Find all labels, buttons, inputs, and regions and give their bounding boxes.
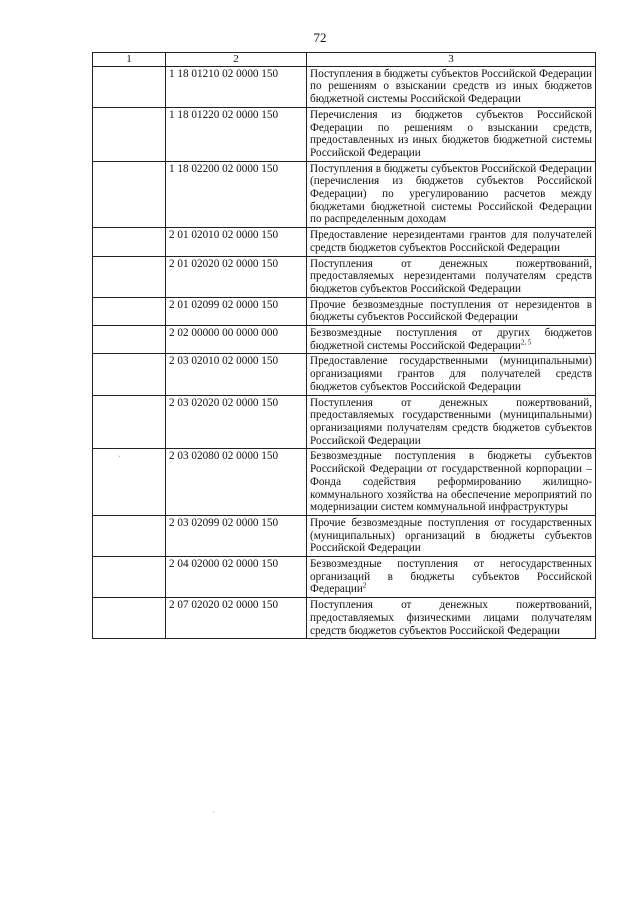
budget-code-cell: 2 03 02010 02 0000 150 (166, 354, 307, 395)
description-text: Поступления в бюджеты субъектов Российской Федерации (перечисления из бюджетов субъектов Российской Федерации) по урегулированию расчетов между бюджетами бюджетной системы Российской Федерации по распределенным доходам (310, 162, 592, 226)
row-number-cell (93, 256, 166, 297)
row-number-cell (93, 354, 166, 395)
table-row (93, 107, 596, 161)
description-cell (307, 354, 596, 395)
table-row (93, 515, 596, 556)
table-row (93, 297, 596, 325)
row-number-cell (93, 515, 166, 556)
row-number-cell (93, 395, 166, 449)
description-cell (307, 515, 596, 556)
table-row (93, 66, 596, 107)
description-text: Поступления в бюджеты субъектов Российской Федерации по решениям о взыскании средств из иных бюджетов бюджетной системы Российской Федерации (310, 67, 592, 106)
row-number-cell (93, 66, 166, 107)
row-number-cell (93, 228, 166, 256)
budget-code-cell: 2 02 00000 00 0000 000 (166, 326, 307, 354)
table-row (93, 598, 596, 639)
column-header-1: 1 (93, 53, 166, 67)
row-number-cell (93, 297, 166, 325)
budget-code-cell: 2 03 02099 02 0000 150 (166, 515, 307, 556)
description-cell (307, 326, 596, 354)
row-number-cell (93, 326, 166, 354)
description-text: Безвозмездные поступления в бюджеты субъектов Российской Федерации от государственной корпорации – Фонда содействия реформированию жилищно-коммунального хозяйства на обеспечение мероприятий по модернизации систем коммунальной инфраструктуры (310, 450, 592, 514)
budget-code-cell: 2 03 02080 02 0000 150 (166, 449, 307, 516)
row-number-cell (93, 107, 166, 161)
description-cell (307, 66, 596, 107)
description-cell (307, 557, 596, 598)
description-cell (307, 297, 596, 325)
budget-code-cell: 2 04 02000 02 0000 150 (166, 557, 307, 598)
description-text: Предоставление нерезидентами грантов для получателей средств бюджетов субъектов Российской Федерации (310, 229, 592, 254)
description-text: Прочие безвозмездные поступления от государственных (муниципальных) организаций в бюджеты субъектов Российской Федерации (310, 516, 592, 555)
budget-code-cell: 1 18 01220 02 0000 150 (166, 107, 307, 161)
page-number: 72 (313, 30, 327, 45)
description-cell (307, 395, 596, 449)
row-number-cell (93, 161, 166, 228)
table-row (93, 449, 596, 516)
description-text: Безвозмездные поступления от других бюджетов бюджетной системы Российской Федерации (310, 327, 592, 352)
row-number-cell (93, 598, 166, 639)
footnote-reference: 2, 5 (520, 338, 532, 347)
table-row (93, 395, 596, 449)
description-cell (307, 598, 596, 639)
description-text: Перечисления из бюджетов субъектов Российской Федерации по решениям о взыскании средств, предоставленных из иных бюджетов бюджетной системы Российской Федерации (310, 108, 592, 159)
description-text: Прочие безвозмездные поступления от нерезидентов в бюджеты субъектов Российской Федерации (310, 298, 592, 324)
description-cell (307, 449, 596, 516)
row-number-cell (93, 449, 166, 516)
budget-code-cell: 1 18 01210 02 0000 150 (166, 66, 307, 107)
column-header-2: 2 (166, 53, 307, 67)
budget-code-cell: 2 01 02010 02 0000 150 (166, 228, 307, 256)
description-text: Поступления от денежных пожертвований, предоставляемых физическими лицами получателям средств бюджетов субъектов Российской Федерации (310, 599, 592, 637)
budget-classification-table (92, 52, 596, 639)
table-row (93, 557, 596, 598)
table-body (93, 66, 596, 639)
table-row (93, 326, 596, 354)
table-row (93, 161, 596, 228)
scan-artifact-mark: ˎ (118, 448, 121, 457)
description-text: Поступления от денежных пожертвований, предоставляемых нерезидентами получателям средств бюджетов субъектов Российской Федерации (310, 257, 592, 295)
description-cell (307, 161, 596, 228)
budget-code-cell: 2 03 02020 02 0000 150 (166, 395, 307, 449)
description-cell (307, 256, 596, 297)
description-cell (307, 107, 596, 161)
table-row (93, 354, 596, 395)
budget-code-cell: 2 07 02020 02 0000 150 (166, 598, 307, 639)
budget-code-cell: 2 01 02099 02 0000 150 (166, 297, 307, 325)
footnote-reference: 2 (362, 581, 367, 590)
table-row (93, 256, 596, 297)
description-cell (307, 228, 596, 256)
description-text: Безвозмездные поступления от негосударственных организаций в бюджеты субъектов Российской Федерации (310, 558, 592, 596)
row-number-cell (93, 557, 166, 598)
description-text: Поступления от денежных пожертвований, предоставляемых государственными (муниципальными) организациями получателям средств бюджетов субъектов Российской Федерации (310, 396, 592, 447)
budget-code-cell: 1 18 02200 02 0000 150 (166, 161, 307, 228)
scan-artifact-mark: · (212, 808, 215, 817)
budget-code-cell: 2 01 02020 02 0000 150 (166, 256, 307, 297)
description-text: Предоставление государственными (муниципальными) организациями грантов для получателей средств бюджетов субъектов Российской Федерации (310, 355, 592, 393)
table-row (93, 228, 596, 256)
column-header-3: 3 (307, 53, 596, 67)
table-header-row (93, 53, 596, 67)
